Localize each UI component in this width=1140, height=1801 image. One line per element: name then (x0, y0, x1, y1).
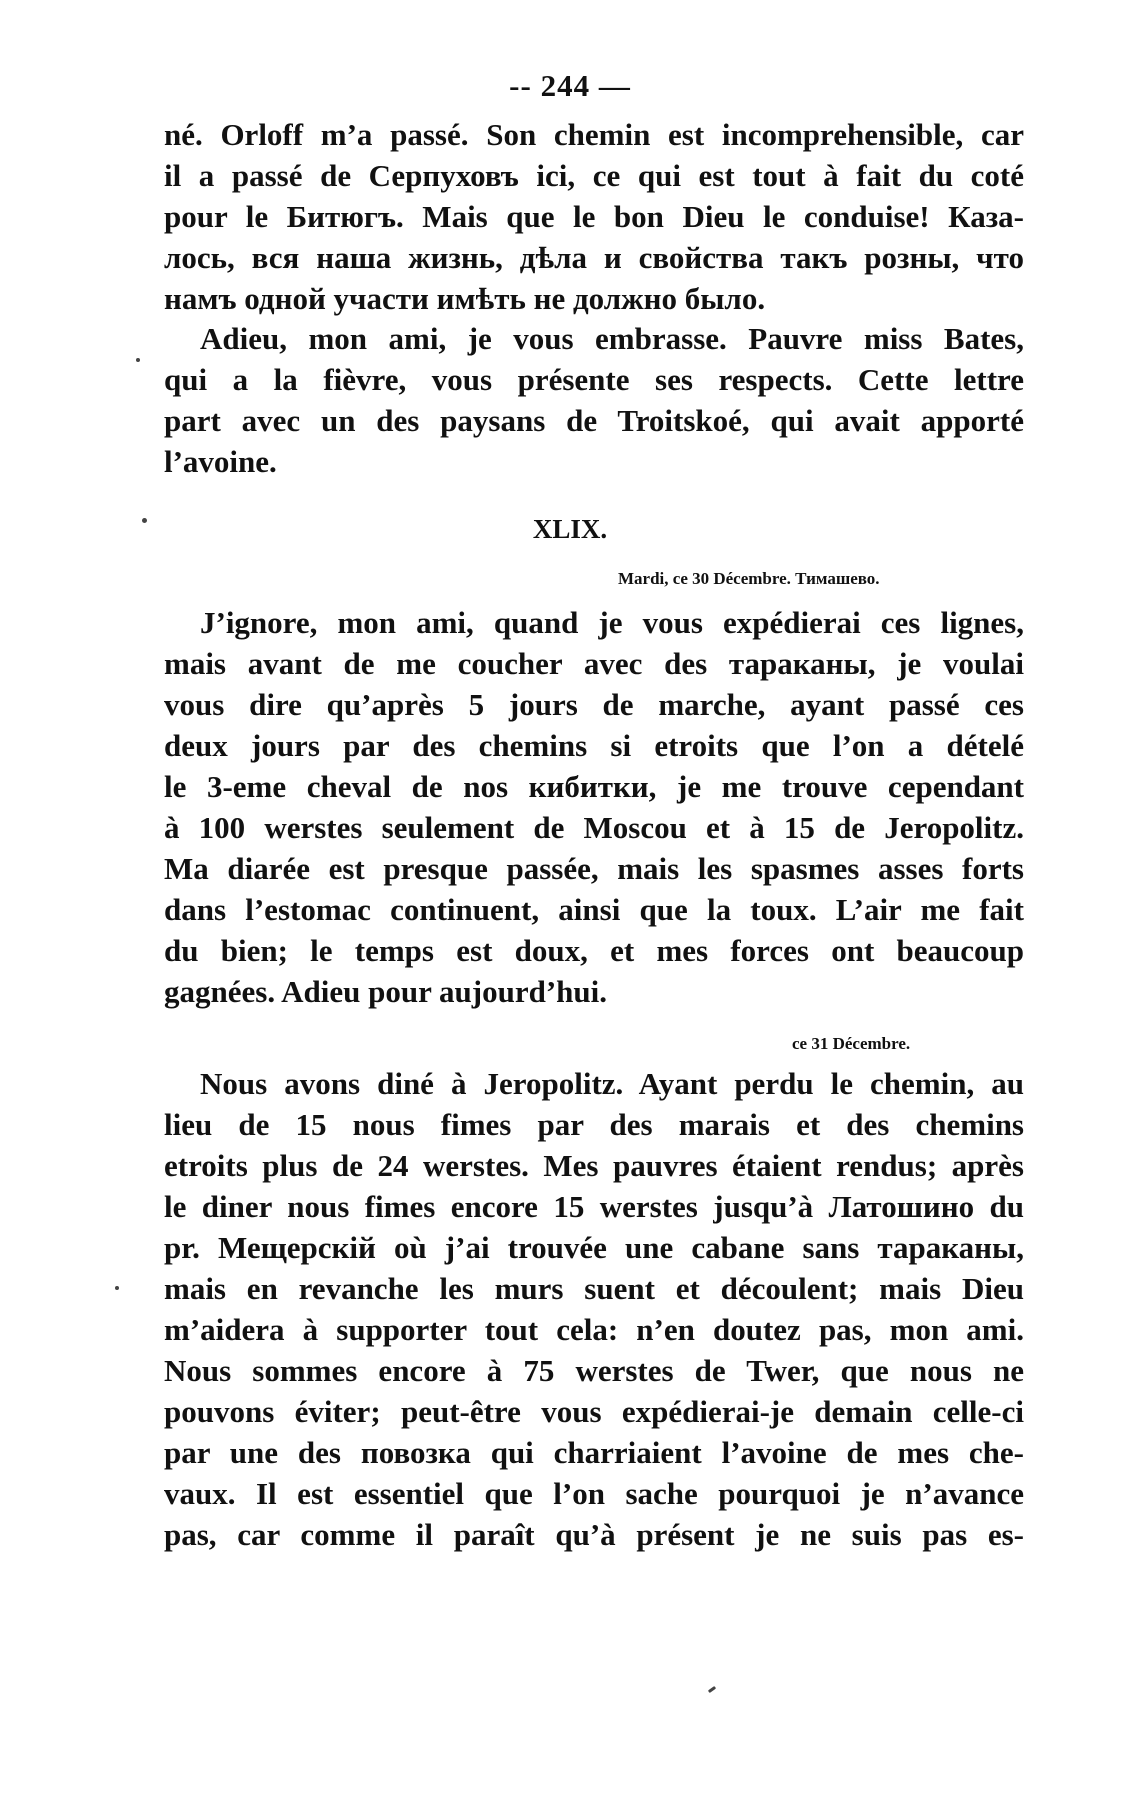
text-line: pas, car comme il paraît qu’à présent je ne suis pas es- (164, 1517, 1024, 1552)
text-line: le diner nous fimes encore 15 werstes jusqu’à Латошино du (164, 1189, 1024, 1224)
text-line: du bien; le temps est doux, et mes forces ont beaucoup (164, 933, 1024, 968)
text-line: à 100 werstes seulement de Moscou et à 15 de Jeropolitz. (164, 810, 1024, 845)
text-line: qui a la fièvre, vous présente ses respects. Cette lettre (164, 362, 1024, 397)
text-line: намъ одной участи имѣть не должно было. (164, 281, 766, 316)
text-line: mais en revanche les murs suent et découlent; mais Dieu (164, 1271, 1024, 1306)
text-line: par une des повозка qui charriaient l’avoine de mes che- (164, 1435, 1024, 1470)
scan-speck (136, 358, 140, 362)
paragraph-1 (164, 114, 1024, 319)
text-line: Ma diarée est presque passée, mais les spasmes asses forts (164, 851, 1024, 886)
scan-speck (708, 1686, 716, 1693)
dateline-1: Mardi, ce 30 Décembre. Тимашево. (618, 569, 880, 588)
page-number: -- 244 — (509, 68, 631, 103)
text-line: mais avant de me coucher avec des тараканы, je voulai (164, 646, 1024, 681)
text-line: vous dire qu’après 5 jours de marche, ayant passé ces (164, 687, 1024, 722)
text-line: il a passé de Серпуховъ ici, ce qui est tout à fait du coté (164, 158, 1024, 193)
text-line: Nous avons diné à Jeropolitz. Ayant perdu le chemin, au (200, 1066, 1024, 1101)
text-line: gagnées. Adieu pour aujourd’hui. (164, 974, 608, 1009)
text-line: lieu de 15 nous fimes par des marais et des chemins (164, 1107, 1024, 1142)
scan-speck (115, 1286, 119, 1290)
dateline-2: ce 31 Décembre. (792, 1034, 911, 1053)
text-line: deux jours par des chemins si etroits que l’on a dételé (164, 728, 1024, 763)
text-line: l’avoine. (164, 444, 277, 479)
text-line: J’ignore, mon ami, quand je vous expédierai ces lignes, (200, 605, 1024, 640)
scan-speck (142, 518, 147, 523)
paragraph-2 (164, 318, 1024, 482)
text-line: pour le Битюгъ. Mais que le bon Dieu le conduise! Каза- (164, 199, 1024, 234)
text-line: le 3-eme cheval de nos кибитки, je me trouve cependant (164, 769, 1024, 804)
text-line: dans l’estomac continuent, ainsi que la toux. L’air me fait (164, 892, 1024, 927)
text-line: etroits plus de 24 werstes. Mes pauvres étaient rendus; après (164, 1148, 1024, 1183)
text-line: vaux. Il est essentiel que l’on sache pourquoi je n’avance (164, 1476, 1024, 1511)
text-line: m’aidera à supporter tout cela: n’en doutez pas, mon ami. (164, 1312, 1024, 1347)
paragraph-3 (164, 602, 1024, 1012)
section-heading: XLIX. (532, 514, 608, 544)
text-line: né. Orloff m’a passé. Son chemin est incomprehensible, car (164, 117, 1024, 152)
text-line: Adieu, mon ami, je vous embrasse. Pauvre miss Bates, (200, 321, 1024, 356)
paragraph-4 (164, 1063, 1024, 1555)
text-line: pr. Мещерскій où j’ai trouvée une cabane sans тараканы, (164, 1230, 1024, 1265)
text-line: Nous sommes encore à 75 werstes de Twer, que nous ne (164, 1353, 1024, 1388)
text-line: part avec un des paysans de Troitskoé, qui avait apporté (164, 403, 1024, 438)
text-line: pouvons éviter; peut-être vous expédierai-je demain celle-ci (164, 1394, 1024, 1429)
text-line: лось, вся наша жизнь, дѣла и свойства такъ розны, что (164, 240, 1024, 275)
